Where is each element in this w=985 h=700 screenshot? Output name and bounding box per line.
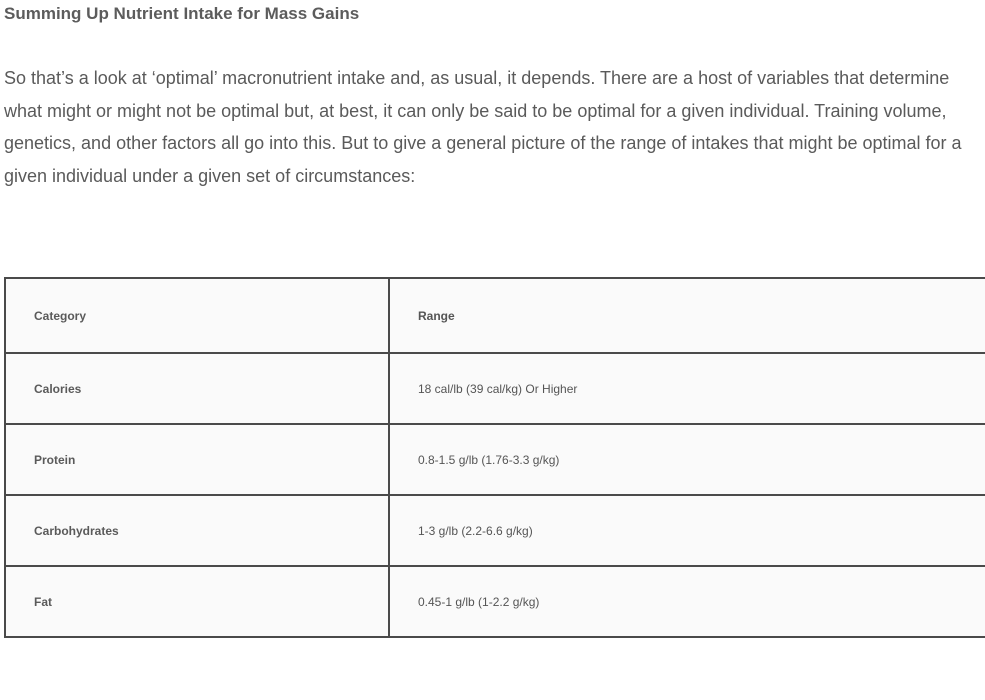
row-category: Carbohydrates bbox=[5, 495, 389, 566]
nutrient-range-table bbox=[4, 277, 985, 638]
section-heading: Summing Up Nutrient Intake for Mass Gains bbox=[4, 4, 360, 23]
table-row bbox=[5, 353, 985, 424]
row-category: Calories bbox=[5, 353, 389, 424]
row-range: 0.8-1.5 g/lb (1.76-3.3 g/kg) bbox=[389, 424, 985, 495]
table-row bbox=[5, 566, 985, 637]
row-category: Protein bbox=[5, 424, 389, 495]
table-row bbox=[5, 495, 985, 566]
header-category: Category bbox=[5, 278, 389, 353]
header-range: Range bbox=[389, 278, 985, 353]
table-row bbox=[5, 424, 985, 495]
table-header-row bbox=[5, 278, 985, 353]
row-range: 18 cal/lb (39 cal/kg) Or Higher bbox=[389, 353, 985, 424]
row-category: Fat bbox=[5, 566, 389, 637]
intro-paragraph: So that’s a look at ‘optimal’ macronutrient intake and, as usual, it depends. There are a host of variables that determine what might or might not be optimal but, at best, it can only be said to be optimal for a given individual. Training volume, genetics, and other factors all go into this. But to give a general picture of the range of intakes that might be optimal for a given individual under a given set of circumstances: bbox=[4, 68, 962, 186]
row-range: 1-3 g/lb (2.2-6.6 g/kg) bbox=[389, 495, 985, 566]
row-range: 0.45-1 g/lb (1-2.2 g/kg) bbox=[389, 566, 985, 637]
